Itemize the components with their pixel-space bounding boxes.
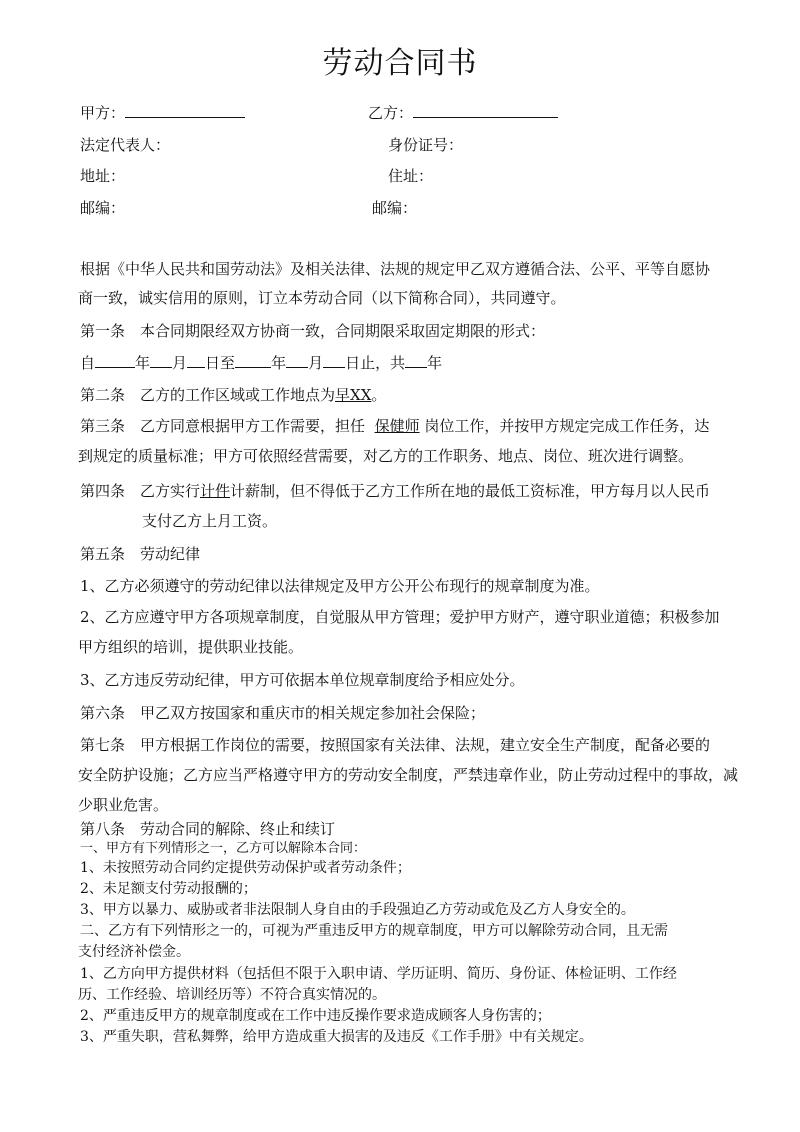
article-4-text-cont: 计薪制，但不得低于乙方工作所在地的最低工资标准，甲方每月以人民币 (230, 482, 711, 500)
article-7-line-3: 少职业危害。 (78, 796, 169, 814)
postcode-b-label: 邮编： (372, 199, 418, 217)
intro-line-1: 根据《中华人民共和国劳动法》及相关法律、法规的规定甲乙双方遵循合法、公平、平等自愿协 (80, 260, 711, 278)
address-label: 地址： (80, 167, 126, 185)
article-1-period (80, 349, 768, 378)
article-8-section-1-item-2: 2、未足额支付劳动报酬的； (80, 881, 257, 897)
article-4 (80, 477, 768, 506)
article-5-item-2-cont: 甲方组织的培训，提供职业技能。 (78, 638, 304, 656)
job-title-value: 保健师 (374, 417, 420, 435)
article-4-text: 第四条 乙方实行 (80, 482, 201, 500)
day-to-label: 日至 (205, 354, 236, 372)
article-3-text: 第三条 乙方同意根据甲方工作需要，担任 (80, 417, 366, 435)
article-5-heading: 第五条 劳动纪律 (80, 545, 201, 563)
month-label: 月 (308, 354, 324, 372)
end-year-blank[interactable] (235, 351, 271, 368)
day-end-label: 日止，共 (345, 354, 406, 372)
start-year-blank[interactable] (95, 351, 135, 368)
document-title: 劳动合同书 (322, 46, 478, 81)
article-8-section-2-cont: 支付经济补偿金。 (78, 944, 190, 960)
id-no-label: 身份证号： (388, 136, 464, 154)
month-label: 月 (172, 354, 188, 372)
article-8-section-1-item-1: 1、未按照劳动合同约定提供劳动保护或者劳动条件； (80, 860, 411, 876)
article-5-item-2: 2、乙方应遵守甲方各项规章制度，自觉服从甲方管理；爱护甲方财产，遵守职业道德；积极参加 (80, 608, 720, 626)
article-5-item-1: 1、乙方必须遵守的劳动纪律以法律规定及甲方公开公布现行的规章制度为准。 (80, 577, 600, 595)
article-3-line-2: 到规定的质量标准；甲方可依照经营需要，对乙方的工作职务、地点、岗位、班次进行调整。 (78, 447, 694, 465)
party-b-label: 乙方： (368, 104, 414, 122)
article-8-section-2-item-3: 3、严重失职，营私舞弊，给甲方造成重大损害的及违反《工作手册》中有关规定。 (80, 1029, 593, 1045)
article-8-section-2-item-2: 2、严重违反甲方的规章制度或在工作中违反操作要求造成顾客人身伤害的； (80, 1008, 551, 1024)
intro-line-2: 商一致，诚实信用的原则，订立本劳动合同（以下简称合同），共同遵守。 (78, 289, 566, 307)
article-7-line-2: 安全防护设施；乙方应当严格遵守甲方的劳动安全制度，严禁违章作业，防止劳动过程中的事故，减 (78, 766, 739, 784)
article-2 (80, 381, 768, 410)
article-1: 第一条 本合同期限经双方协商一致，合同期限采取固定期限的形式： (80, 322, 546, 340)
party-b-blank[interactable] (413, 103, 558, 118)
start-month-blank[interactable] (150, 351, 172, 368)
pay-mode-value: 计件 (200, 482, 231, 500)
article-6: 第六条 甲乙双方按国家和重庆市的相关规定参加社会保险； (80, 704, 486, 722)
article-5-item-3: 3、乙方违反劳动纪律，甲方可依据本单位规章制度给予相应处分。 (80, 671, 525, 689)
start-day-blank[interactable] (187, 351, 205, 368)
article-2-text: 第二条 乙方的工作区域或工作地点为 (80, 386, 336, 404)
year-label: 年 (271, 354, 287, 372)
article-3-text-cont: 岗位工作，并按甲方规定完成工作任务，达 (424, 417, 710, 435)
article-4-line-2: 支付乙方上月工资。 (142, 512, 278, 530)
article-8-section-2-item-1: 1、乙方向甲方提供材料（包括但不限于入职申请、学历证明、简历、身份证、体检证明、工作经 (80, 966, 677, 982)
article-8-section-1-item-3: 3、甲方以暴力、威胁或者非法限制人身自由的手段强迫乙方劳动或危及乙方人身安全的。 (80, 902, 635, 918)
article-8-section-2: 二、乙方有下列情形之一的，可视为严重违反甲方的规章制度，甲方可以解除劳动合同，且无需 (80, 923, 668, 939)
year-label: 年 (427, 354, 443, 372)
party-a-blank[interactable] (125, 103, 245, 118)
article-8-section-1: 一、甲方有下列情形之一，乙方可以解除本合同： (80, 841, 367, 856)
party-a-label: 甲方： (80, 104, 126, 122)
work-location-value: 早XX (335, 386, 372, 404)
article-8-section-2-item-1-cont: 历、工作经验、培训经历等）不符合真实情况的。 (78, 987, 386, 1003)
article-3 (80, 412, 768, 441)
article-8-heading: 第八条 劳动合同的解除、终止和续订 (80, 820, 336, 838)
party-a-line (80, 102, 245, 123)
end-day-blank[interactable] (323, 351, 345, 368)
total-years-blank[interactable] (405, 351, 427, 368)
legal-rep-label: 法定代表人： (80, 136, 171, 154)
year-label: 年 (135, 354, 151, 372)
from-label: 自 (80, 354, 96, 372)
article-2-end: 。 (371, 386, 387, 404)
postcode-a-label: 邮编： (80, 199, 126, 217)
party-b-line (368, 102, 558, 123)
residence-label: 住址： (388, 167, 434, 185)
end-month-blank[interactable] (286, 351, 308, 368)
article-7-line-1: 第七条 甲方根据工作岗位的需要，按照国家有关法律、法规，建立安全生产制度，配备必要的 (80, 736, 711, 754)
